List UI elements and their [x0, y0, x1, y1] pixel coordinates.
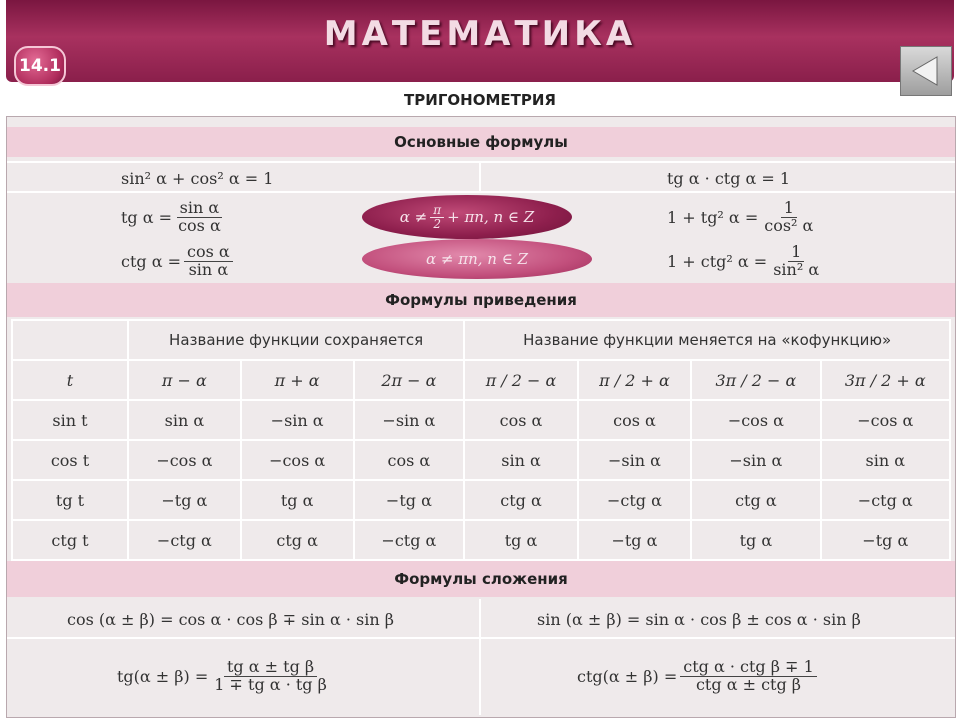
formula-lhs: ctg(α ± β) = — [577, 666, 678, 686]
divider — [7, 161, 955, 163]
table-cell: −cos α — [691, 400, 820, 440]
divider — [479, 599, 481, 715]
table-cell: −cos α — [241, 440, 354, 480]
formula-ctg-square — [667, 241, 825, 281]
formula-tg-def — [121, 197, 227, 237]
fraction — [430, 204, 444, 230]
formula-tg-sum — [117, 651, 333, 701]
table-header-row — [12, 360, 950, 400]
fraction-denominator: ctg α ± ctg β — [695, 674, 802, 694]
table-cell: −ctg α — [578, 480, 691, 520]
row-label: cos t — [12, 440, 128, 480]
formula-tg-ctg: tg α · ctg α = 1 — [667, 168, 791, 188]
divider — [479, 161, 481, 191]
table-cell: −ctg α — [821, 480, 950, 520]
fraction-numerator: tg α ± tg β — [224, 659, 317, 677]
fraction-denominator: cos² α — [764, 215, 814, 235]
condition-suffix: + πn, n ∈ Z — [447, 208, 535, 226]
table-row — [12, 520, 950, 560]
fraction — [175, 197, 224, 235]
table-cell: sin α — [464, 440, 577, 480]
column-header: π / 2 + α — [578, 360, 691, 400]
condition-pill-ctg: α ≠ πn, n ∈ Z — [362, 239, 592, 279]
section-heading-basic: Основные формулы — [7, 127, 955, 157]
fraction-denominator: cos α — [178, 215, 221, 235]
table-cell: −ctg α — [128, 520, 241, 560]
group-change-label: Название функции меняется на «кофункцию» — [464, 320, 950, 360]
formula-lhs: 1 + tg² α = — [667, 207, 759, 227]
fraction — [680, 656, 817, 694]
fraction-numerator: sin α — [177, 200, 223, 218]
fraction-denominator: 1 ∓ tg α · tg β — [214, 674, 327, 694]
table-group-row — [12, 320, 950, 360]
row-label: sin t — [12, 400, 128, 440]
formula-identity: sin² α + cos² α = 1 — [121, 168, 274, 188]
condition-prefix: α ≠ — [399, 208, 428, 226]
table-cell: −sin α — [241, 400, 354, 440]
column-header: t — [12, 360, 128, 400]
formula-lhs: tg(α ± β) = — [117, 666, 209, 686]
table-cell: −tg α — [128, 480, 241, 520]
section-heading-addition: Формулы сложения — [7, 561, 955, 597]
table-cell: ctg α — [464, 480, 577, 520]
column-header: 3π / 2 − α — [691, 360, 820, 400]
table-cell: cos α — [578, 400, 691, 440]
formula-lhs: 1 + ctg² α = — [667, 251, 768, 271]
fraction-numerator: 1 — [788, 244, 804, 262]
formula-tg-square — [667, 197, 819, 237]
column-header: π + α — [241, 360, 354, 400]
table-cell: cos α — [354, 440, 465, 480]
fraction — [761, 197, 816, 235]
divider — [7, 191, 955, 193]
fraction-numerator: 1 — [781, 200, 797, 218]
back-button[interactable] — [900, 46, 952, 96]
section-heading-reduction: Формулы приведения — [7, 283, 955, 317]
table-cell: −tg α — [821, 520, 950, 560]
formula-lhs: tg α = — [121, 207, 173, 227]
fraction — [770, 241, 822, 279]
table-row — [12, 480, 950, 520]
fraction-numerator: π — [430, 204, 444, 218]
column-header: 2π − α — [354, 360, 465, 400]
table-row — [12, 400, 950, 440]
column-header: 3π / 2 + α — [821, 360, 950, 400]
table-cell: tg α — [241, 480, 354, 520]
reduction-table — [11, 319, 951, 561]
fraction-denominator: 2 — [433, 216, 441, 231]
back-arrow-icon — [901, 47, 951, 95]
fraction-numerator: cos α — [184, 244, 233, 262]
table-cell: ctg α — [241, 520, 354, 560]
fraction-denominator: sin² α — [773, 259, 820, 279]
formula-lhs: ctg α = — [121, 251, 182, 271]
row-label: tg t — [12, 480, 128, 520]
formula-ctg-def — [121, 241, 236, 281]
table-cell: −tg α — [578, 520, 691, 560]
group-keep-label: Название функции сохраняется — [128, 320, 464, 360]
table-cell: −sin α — [691, 440, 820, 480]
table-row — [12, 440, 950, 480]
fraction-numerator: ctg α · ctg β ∓ 1 — [680, 659, 817, 677]
table-cell: ctg α — [691, 480, 820, 520]
table-cell: −sin α — [578, 440, 691, 480]
table-cell: sin α — [821, 440, 950, 480]
table-cell: −tg α — [354, 480, 465, 520]
formula-ctg-sum — [577, 651, 820, 701]
column-header: π − α — [128, 360, 241, 400]
header-banner — [6, 0, 954, 82]
table-cell: −cos α — [128, 440, 241, 480]
table-cell: sin α — [128, 400, 241, 440]
formula-sheet — [6, 116, 956, 718]
condition-pill-tg — [362, 195, 572, 239]
fraction — [184, 241, 233, 279]
table-cell: tg α — [691, 520, 820, 560]
formula-cos-sum: cos (α ± β) = cos α · cos β ∓ sin α · sin β — [67, 609, 395, 629]
table-cell — [12, 320, 128, 360]
fraction — [211, 656, 330, 694]
banner-title: МАТЕМАТИКА — [323, 14, 637, 54]
section-badge: 14.1 — [14, 46, 66, 86]
table-cell: cos α — [464, 400, 577, 440]
row-label: ctg t — [12, 520, 128, 560]
column-header: π / 2 − α — [464, 360, 577, 400]
fraction-denominator: sin α — [188, 259, 229, 279]
table-cell: tg α — [464, 520, 577, 560]
page-subtitle: ТРИГОНОМЕТРИЯ — [404, 91, 556, 109]
table-cell: −sin α — [354, 400, 465, 440]
formula-sin-sum: sin (α ± β) = sin α · cos β ± cos α · sin β — [537, 609, 861, 629]
table-cell: −cos α — [821, 400, 950, 440]
divider — [7, 637, 955, 639]
table-cell: −ctg α — [354, 520, 465, 560]
